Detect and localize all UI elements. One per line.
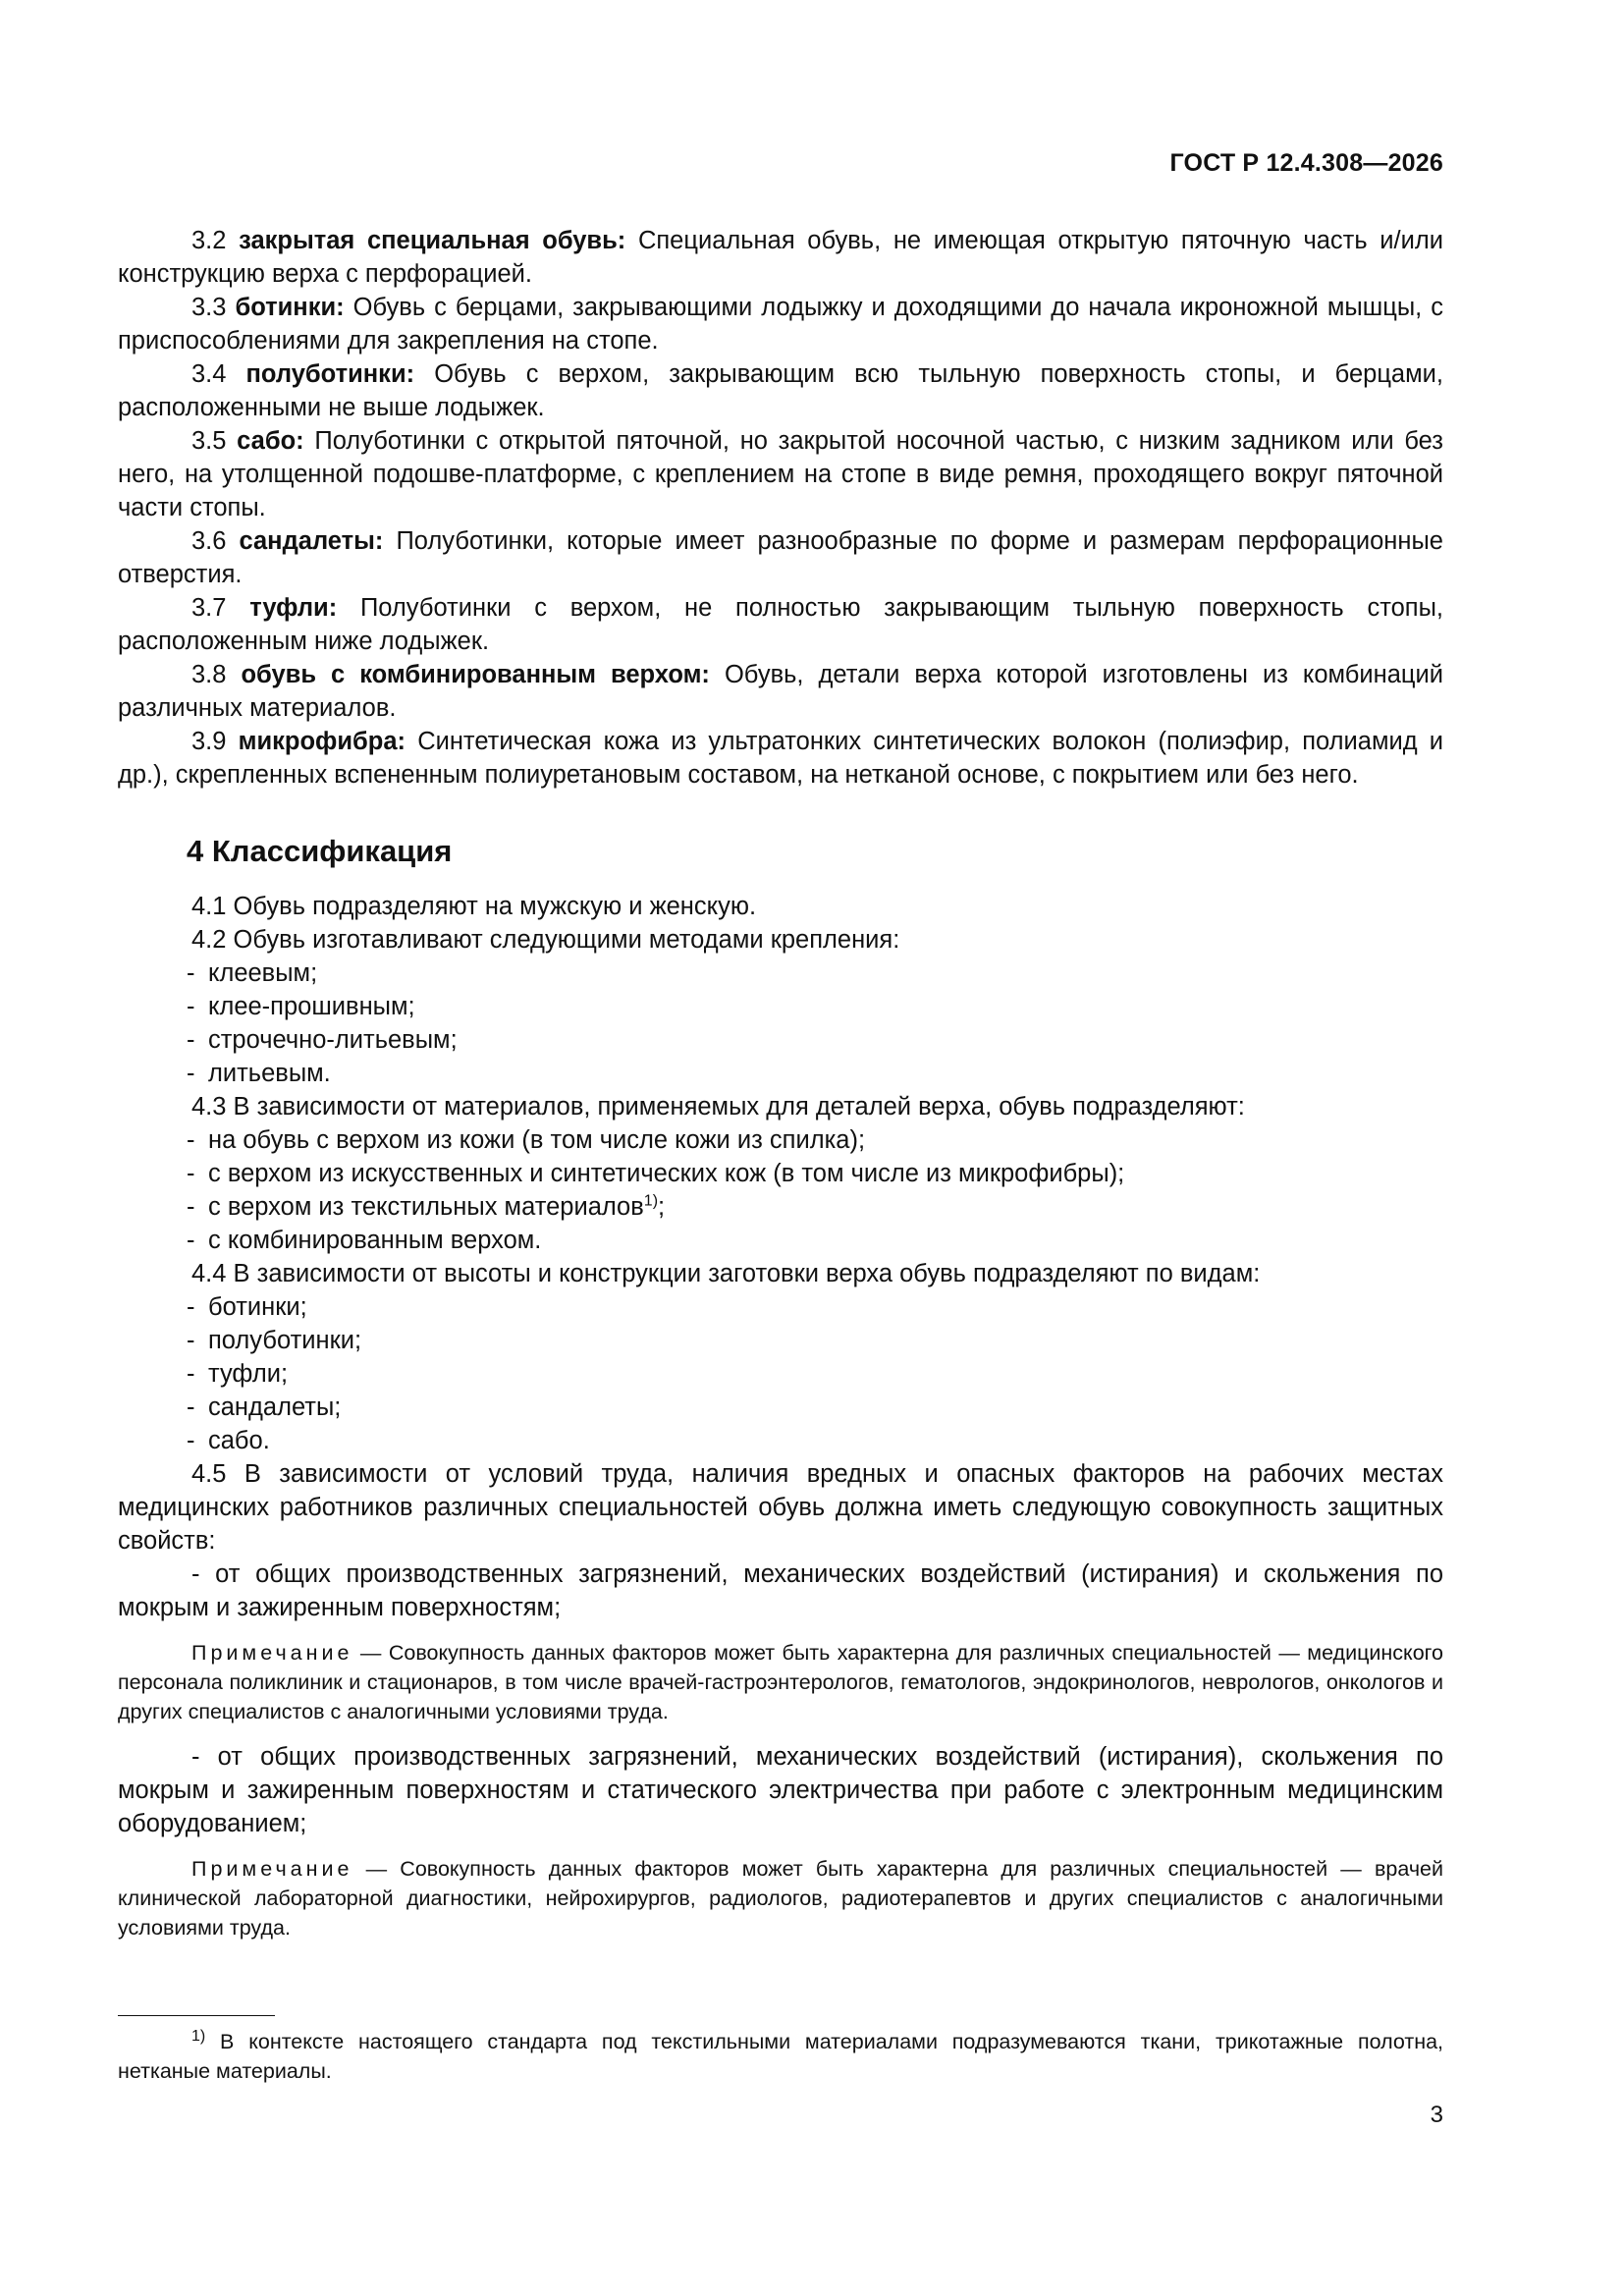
document-body xyxy=(118,224,1443,1956)
protective-property-2: - от общих производственных загрязнений, механических воздействий (истирания), скольжения по мокрым и зажиренным поверхностям и статического электричества при работе с электронным медицинским оборудованием; xyxy=(118,1743,1443,1837)
definition-3-5: 3.5 сабо: Полуботинки с открытой пяточной, но закрытой носочной частью, с низким задником или без него, на утолщенной подошве-платформе, с креплением на стопе в виде ремня, проходящего вокруг пяточной части стопы. xyxy=(118,427,1443,521)
list-item-material: - с верхом из искусственных и синтетических кож (в том числе из микрофибры); xyxy=(187,1160,1125,1187)
paragraph-4-4: 4.4 В зависимости от высоты и конструкции заготовки верха обувь подразделяют по видам: xyxy=(191,1260,1261,1287)
list-item-method: - клее-прошивным; xyxy=(187,993,415,1020)
definition-3-8: 3.8 обувь с комбинированным верхом: Обувь, детали верха которой изготовлены из комбинаций различных материалов. xyxy=(118,661,1444,722)
protective-property-1: - от общих производственных загрязнений, механических воздействий (истирания) и скольжения по мокрым и зажиренным поверхностям; xyxy=(118,1560,1443,1621)
list-item-method: - клеевым; xyxy=(187,959,318,987)
definition-3-4: 3.4 полуботинки: Обувь с верхом, закрывающим всю тыльную поверхность стопы, и берцами, расположенными не выше лодыжек. xyxy=(118,360,1443,421)
definition-3-3: 3.3 ботинки: Обувь с берцами, закрывающими лодыжку и доходящими до начала икроножной мышцы, с приспособлениями для закрепления на стопе. xyxy=(118,294,1443,355)
paragraph-4-2: 4.2 Обувь изготавливают следующими методами крепления: xyxy=(191,926,900,954)
note-2: Примечание — Совокупность данных факторов может быть характерна для различных специальностей — врачей клинической лабораторной диагностики, нейрохирургов, радиологов, радиотерапевтов и других специалистов с аналогичными условиями труда. xyxy=(118,1857,1443,1940)
list-item-kind: - туфли; xyxy=(187,1360,289,1388)
definition-3-7: 3.7 туфли: Полуботинки с верхом, не полностью закрывающим тыльную поверхность стопы, расположенным ниже лодыжек. xyxy=(118,594,1444,655)
list-item-method: - литьевым. xyxy=(187,1060,331,1087)
footnote-separator xyxy=(118,2015,275,2016)
definition-3-6: 3.6 сандалеты: Полуботинки, которые имеет разнообразные по форме и размерам перфорационные отверстия. xyxy=(118,527,1443,588)
definition-3-9: 3.9 микрофибра: Синтетическая кожа из ультратонких синтетических волокон (полиэфир, полиамид и др.), скрепленных вспененным полиуретановым составом, на нетканой основе, с покрытием или без него. xyxy=(118,728,1443,789)
list-item-kind: - ботинки; xyxy=(187,1293,307,1321)
footnote: $^{1)}$ В контексте настоящего стандарта под текстильными материалами подразумеваются ткани, трикотажные полотна, нетканые материалы. xyxy=(118,2027,1443,2083)
paragraph-4-1: 4.1 Обувь подразделяют на мужскую и женскую. xyxy=(191,893,757,920)
paragraph-4-5: 4.5 В зависимости от условий труда, наличия вредных и опасных факторов на рабочих местах медицинских работников различных специальностей обувь должна иметь следующую совокупность защитных свойств: xyxy=(118,1460,1443,1555)
note-label: Примечание xyxy=(191,1857,353,1881)
list-item-method: - строчечно-литьевым; xyxy=(187,1026,458,1054)
list-item-kind: - полуботинки; xyxy=(187,1327,362,1354)
note-1: Примечание — Совокупность данных факторов может быть характерна для различных специальностей — медицинского персонала поликлиник и стационаров, в том числе врачей-гастроэнтерологов, гематологов, эндокринологов, неврологов, онкологов и других специалистов с аналогичными условиями труда. xyxy=(118,1641,1443,1723)
page-number: 3 xyxy=(1430,2102,1443,2128)
footnote-reference[interactable]: 1) xyxy=(643,1192,659,1210)
list-item-material: - с верхом из текстильных материалов$^{1)}$; xyxy=(187,1192,666,1221)
note-label: Примечание xyxy=(191,1641,353,1665)
list-item-material: - на обувь с верхом из кожи (в том числе кожи из спилка); xyxy=(187,1126,866,1154)
section-heading-classification: 4 Классификация xyxy=(187,834,453,868)
list-item-kind: - сандалеты; xyxy=(187,1394,342,1421)
document-page xyxy=(118,0,1443,2296)
paragraph-4-3: 4.3 В зависимости от материалов, применяемых для деталей верха, обувь подразделяют: xyxy=(191,1093,1245,1121)
list-item-material: - с комбинированным верхом. xyxy=(187,1227,542,1254)
footnote-mark: 1) xyxy=(191,2027,206,2045)
list-item-kind: - сабо. xyxy=(187,1427,270,1454)
definition-3-2: 3.2 закрытая специальная обувь: Специальная обувь, не имеющая открытую пяточную часть и/или конструкцию верха с перфорацией. xyxy=(118,227,1443,288)
document-code-header: ГОСТ Р 12.4.308—2026 xyxy=(1169,149,1443,177)
